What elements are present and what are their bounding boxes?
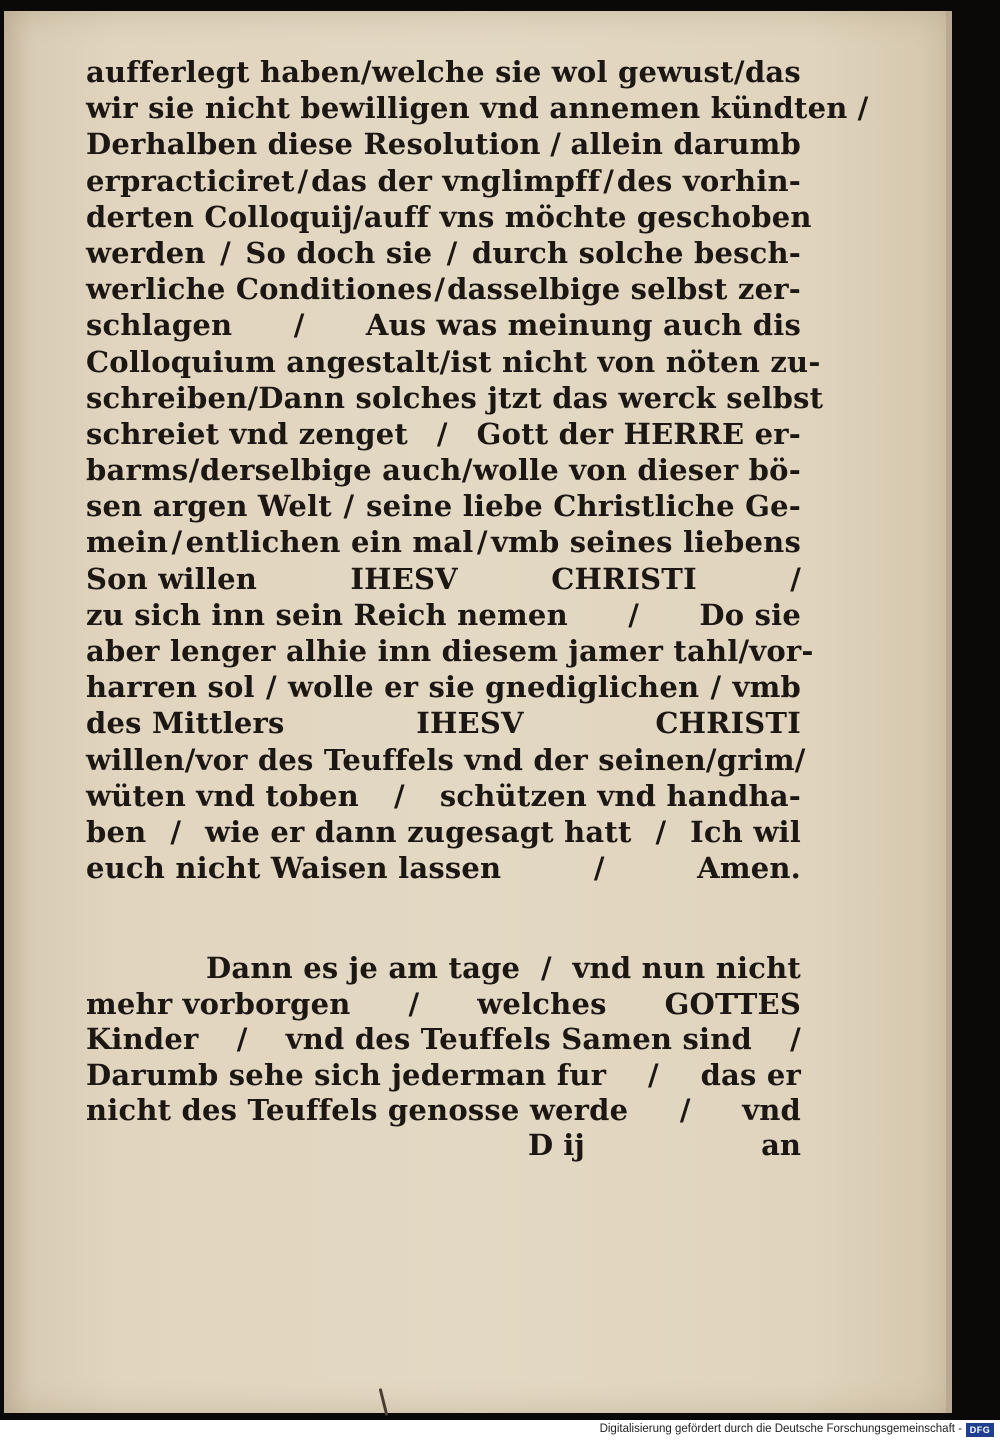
text-segment: / <box>297 163 309 198</box>
text-segment: Dann solches jtzt das werck selbst <box>258 380 824 415</box>
text-segment: / <box>655 814 667 849</box>
footer-bar <box>0 1420 1000 1443</box>
text-segment: vor- <box>749 634 814 668</box>
text-line <box>86 634 814 670</box>
text-segment: Son willen <box>86 561 258 596</box>
text-segment: Darumb sehe sich jederman fur <box>86 1057 607 1092</box>
text-line <box>86 562 801 598</box>
text-line <box>86 489 801 525</box>
text-segment: ist nicht von nöten zu- <box>450 344 821 379</box>
text-segment: / <box>647 1057 659 1092</box>
text-segment: Gott der HERRE er- <box>476 416 801 451</box>
text-segment: aber lenger alhie inn diesem jamer tahl <box>86 634 739 668</box>
text-line <box>86 670 801 706</box>
text-line <box>86 199 812 236</box>
text-line <box>86 344 821 381</box>
text-segment: sen argen Welt <box>86 489 332 524</box>
text-segment: mein <box>86 525 169 560</box>
text-segment: / <box>220 235 231 270</box>
footer-credit: Digitalisierung gefördert durch die Deutsche Forschungsgemeinschaft - <box>599 1423 962 1435</box>
text-segment: / <box>188 453 200 488</box>
text-segment: vnd <box>742 1093 801 1127</box>
text-segment: erpracticiret <box>86 163 295 198</box>
signature-mark: D ij <box>528 1128 585 1162</box>
text-segment: vmb <box>732 670 801 705</box>
text-segment: Aus was meinung auch dis <box>365 308 801 343</box>
text-segment: vor des Teuffels vnd der seinen <box>195 742 706 777</box>
text-segment: wir sie nicht bewilligen vnd annemen kündten <box>86 91 848 126</box>
text-segment: Kinder <box>86 1022 199 1056</box>
text-segment: des Mittlers <box>86 706 285 741</box>
text-segment: / <box>790 561 801 596</box>
text-segment: nicht des Teuffels genosse werde <box>86 1093 629 1127</box>
page-foot <box>86 1128 801 1168</box>
text-segment: IHESV <box>350 561 458 596</box>
text-line <box>86 164 801 200</box>
text-segment: das <box>744 55 801 89</box>
text-segment: / <box>540 951 552 985</box>
text-segment: / <box>550 127 561 162</box>
text-segment: / <box>293 308 305 343</box>
text-segment: / <box>170 814 182 849</box>
text-segment: IHESV <box>416 706 524 741</box>
text-segment: seine liebe Christliche Ge- <box>366 489 801 524</box>
text-segment: schreiet vnd zenget <box>86 416 408 451</box>
text-segment: mehr vorborgen <box>86 986 351 1021</box>
text-line <box>86 308 801 344</box>
text-line <box>86 951 801 987</box>
text-segment: das er <box>700 1057 801 1092</box>
text-segment: / <box>476 525 488 560</box>
text-segment: grim <box>716 742 795 777</box>
text-segment: wie er dann zugesagt hatt <box>205 814 632 849</box>
text-segment: / <box>360 55 372 89</box>
text-segment: / <box>628 597 640 632</box>
text-line <box>86 706 801 742</box>
text-line <box>86 127 801 163</box>
text-segment: Derhalben diese Resolution <box>86 127 541 162</box>
text-line <box>86 851 801 887</box>
text-segment: / <box>603 163 615 198</box>
text-line <box>86 1022 801 1058</box>
text-segment: wolle von dieser bö- <box>473 453 801 488</box>
text-segment: / <box>171 525 183 560</box>
text-segment: das der vnglimpff <box>311 163 601 198</box>
text-segment: vmb seines liebens <box>491 525 801 560</box>
text-segment: euch nicht Waisen lassen <box>86 851 502 886</box>
text-segment: allein darumb <box>570 127 801 162</box>
text-segment: werliche Conditiones <box>86 272 433 307</box>
text-segment: barms <box>86 453 189 488</box>
text-segment: schützen vnd handha- <box>439 778 801 813</box>
text-segment: / <box>790 1022 801 1056</box>
text-line <box>86 55 801 91</box>
text-segment: / <box>857 91 869 126</box>
text-segment: / <box>439 344 451 379</box>
text-line <box>86 453 801 489</box>
text-segment: wüten vnd toben <box>86 778 359 813</box>
text-line <box>86 1093 801 1129</box>
text-segment: schlagen <box>86 308 233 343</box>
text-line <box>86 380 824 417</box>
text-segment: harren sol <box>86 670 255 705</box>
text-line <box>86 525 801 561</box>
text-segment: auff vns möchte geschoben <box>363 199 812 234</box>
text-segment: / <box>705 742 717 777</box>
text-segment: / <box>710 670 722 705</box>
text-segment: / <box>446 235 458 270</box>
text-line <box>86 236 801 272</box>
text-segment: Colloquium angestalt <box>86 344 440 379</box>
text-segment: Do sie <box>699 597 801 632</box>
text-segment: / <box>265 670 277 705</box>
catchword: an <box>761 1128 801 1162</box>
text-line <box>86 1058 801 1094</box>
text-segment: / <box>184 742 196 777</box>
text-segment: / <box>247 380 259 415</box>
text-segment: dasselbige selbst zer- <box>447 272 801 307</box>
text-segment: / <box>343 489 355 524</box>
text-segment: / <box>408 986 420 1021</box>
text-segment: / <box>461 453 473 488</box>
text-line <box>86 272 801 308</box>
text-segment: derselbige auch <box>199 453 462 488</box>
text-segment: / <box>794 742 806 777</box>
text-line <box>86 815 801 851</box>
text-segment: / <box>738 634 750 668</box>
text-segment: GOTTES <box>664 986 801 1021</box>
text-line <box>86 417 801 453</box>
ink-mark <box>379 1388 389 1416</box>
text-segment: derten Colloquij <box>86 199 353 234</box>
text-line <box>86 987 801 1023</box>
text-segment: durch solche besch- <box>471 235 801 270</box>
text-segment: / <box>679 1093 691 1127</box>
text-segment: des vorhin- <box>616 163 801 198</box>
text-segment: CHRISTI <box>655 706 801 741</box>
text-segment: zu sich inn sein Reich nemen <box>86 597 568 632</box>
text-segment: schreiben <box>86 380 248 415</box>
book-page <box>4 11 952 1413</box>
text-segment: / <box>593 851 605 886</box>
text-segment: / <box>394 778 405 813</box>
text-segment: So doch sie <box>245 235 433 270</box>
text-line <box>86 742 806 779</box>
text-segment: / <box>352 199 364 234</box>
text-segment: welches <box>477 986 607 1021</box>
text-segment: / <box>236 1022 248 1056</box>
text-segment: Dann es je am tage <box>206 951 521 985</box>
dfg-logo: DFG <box>966 1423 994 1437</box>
text-segment: / <box>733 55 745 89</box>
text-segment: ben <box>86 814 147 849</box>
text-segment: CHRISTI <box>551 561 697 596</box>
text-segment: welche sie wol gewust <box>371 55 734 89</box>
text-segment: / <box>434 272 446 307</box>
text-segment: / <box>436 416 448 451</box>
text-segment: vnd des Teuffels Samen sind <box>285 1022 752 1056</box>
text-line <box>86 779 801 815</box>
main-paragraph <box>86 55 869 887</box>
text-segment: Ich wil <box>690 814 801 849</box>
text-segment: werden <box>86 235 206 270</box>
text-line <box>86 598 801 634</box>
text-segment: aufferlegt haben <box>86 55 361 89</box>
text-segment: vnd nun nicht <box>572 951 801 985</box>
text-segment: willen <box>86 742 185 777</box>
text-line <box>86 91 869 127</box>
text-segment: entlichen ein mal <box>185 525 474 560</box>
text-segment: wolle er sie gnediglichen <box>287 670 700 705</box>
text-segment: Amen. <box>697 851 801 886</box>
second-paragraph <box>86 951 801 1129</box>
